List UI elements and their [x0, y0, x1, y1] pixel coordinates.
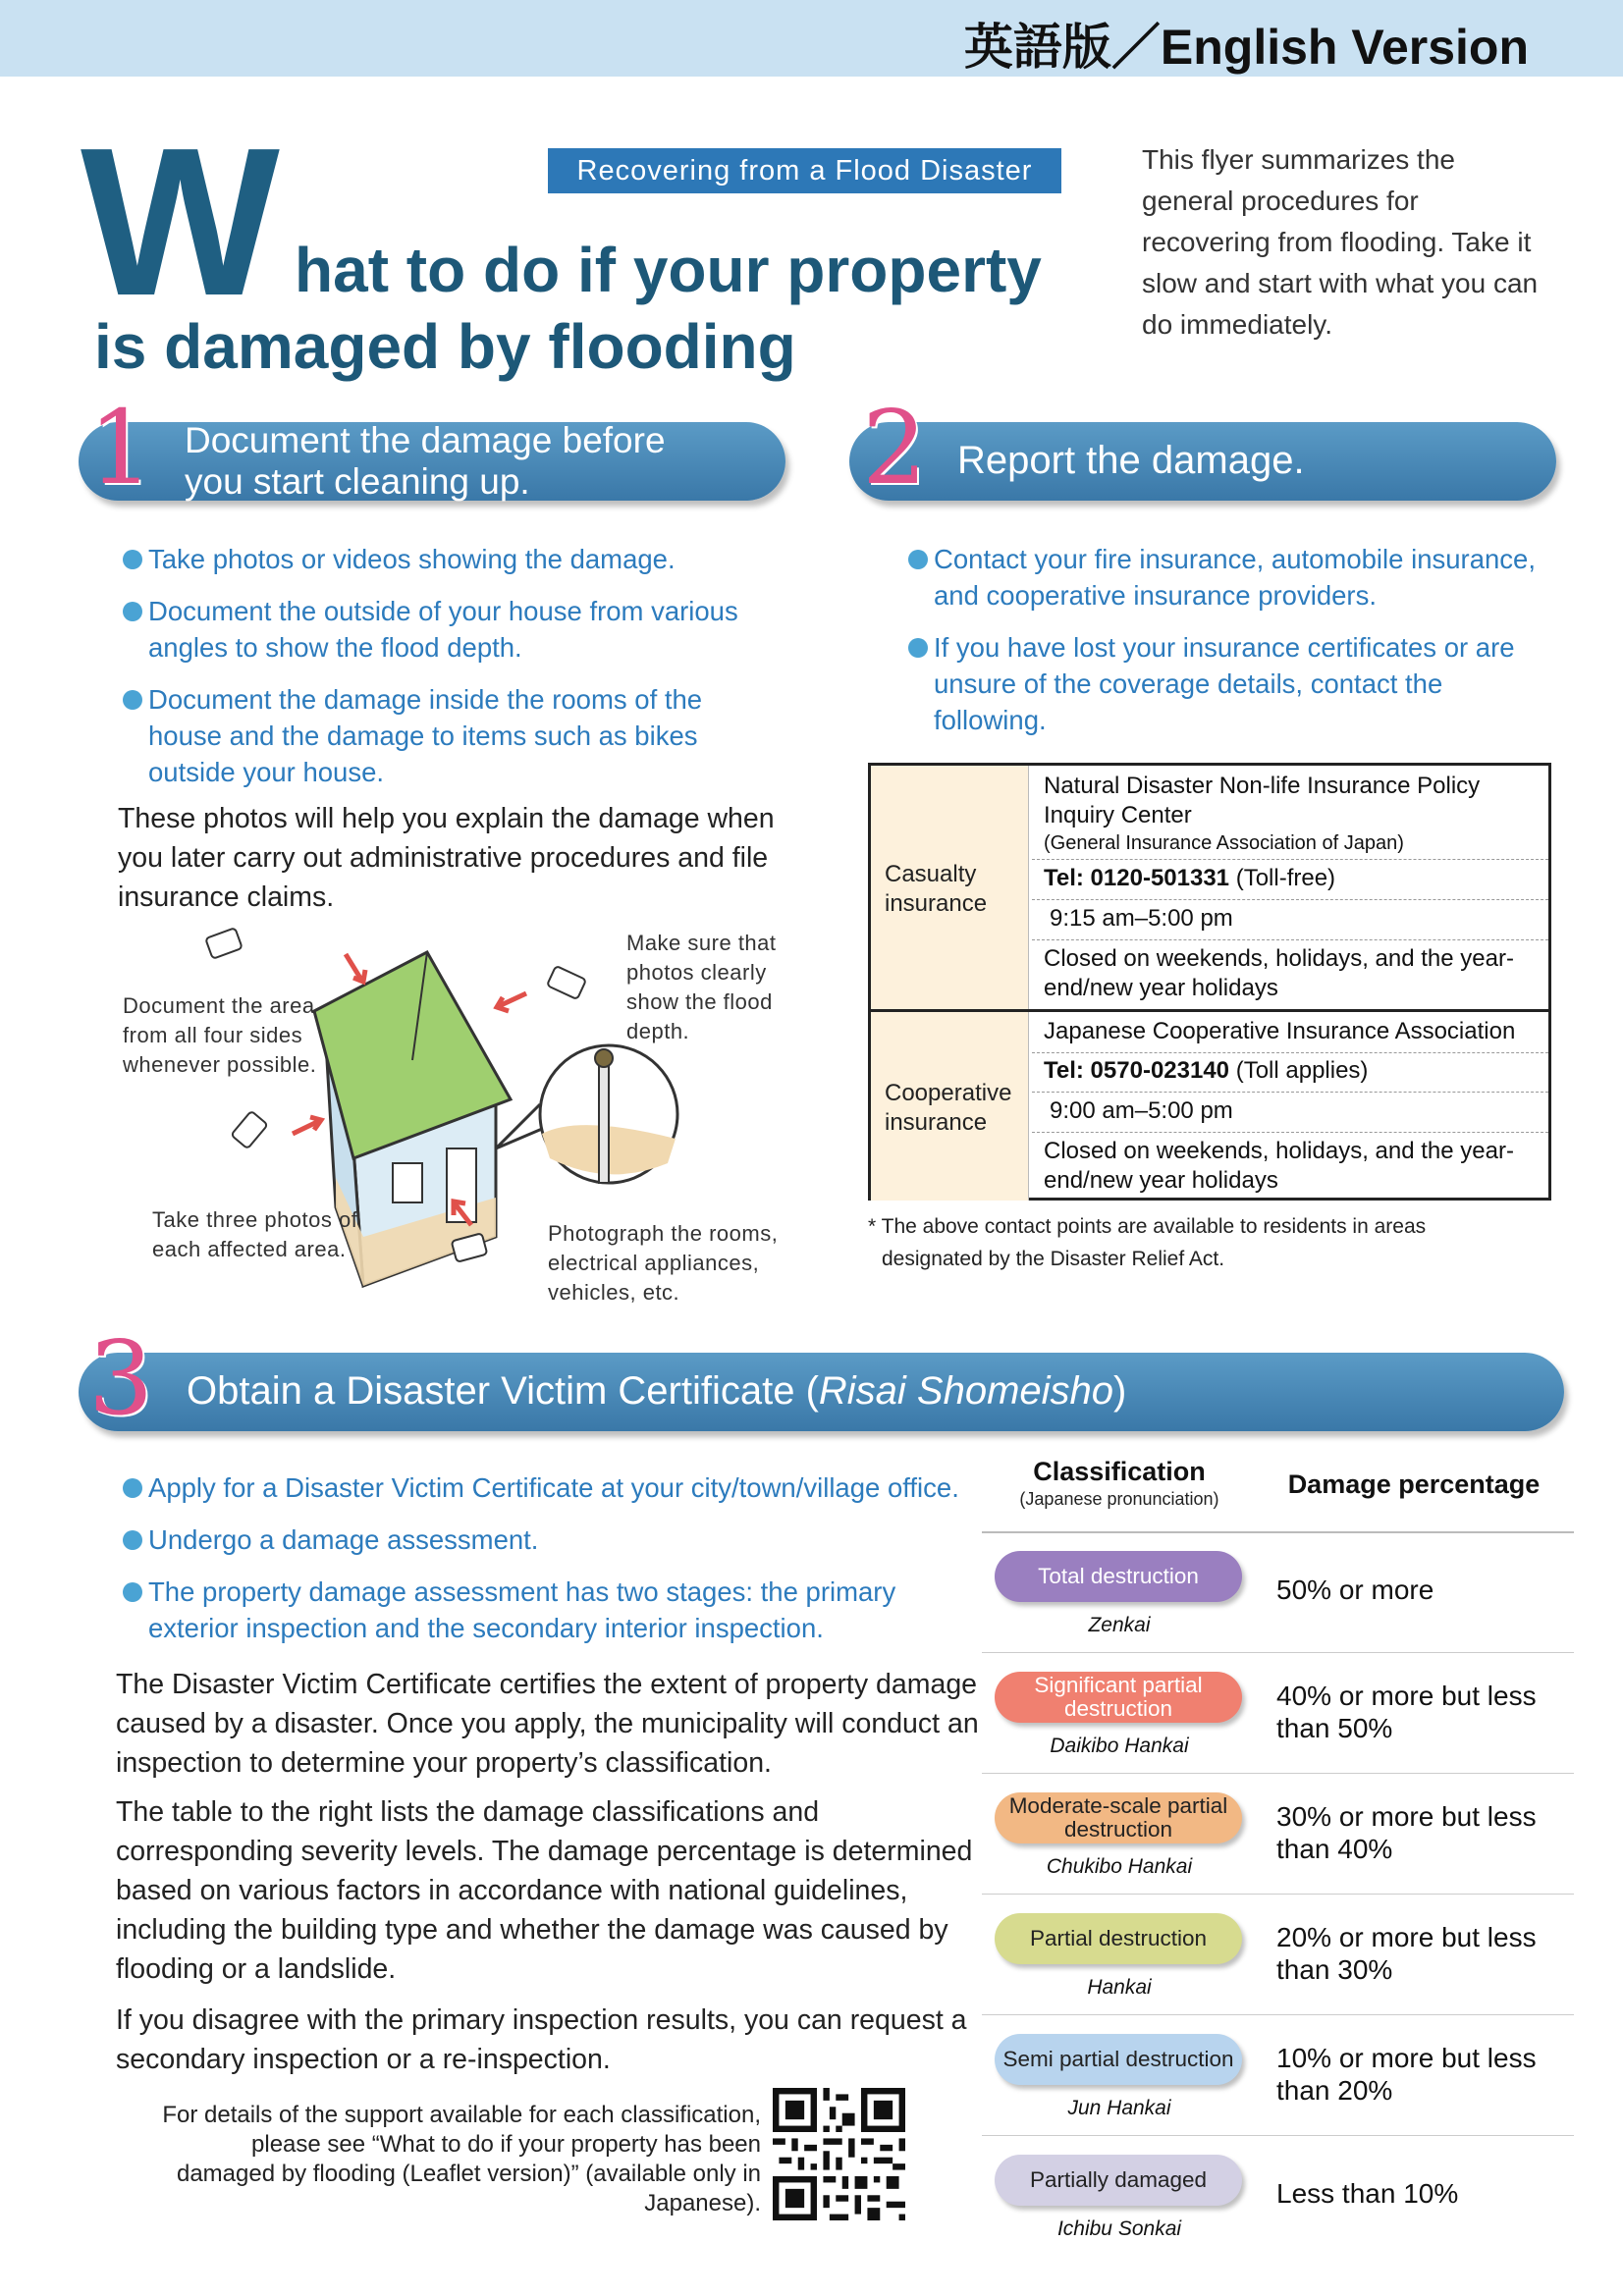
casualty-label: Casualty insurance: [885, 861, 988, 917]
list-item: The property damage assessment has two stages: the primary exterior inspection and the secondary interior inspection.: [123, 1574, 934, 1646]
bullet-dot-icon: [908, 638, 928, 658]
section2-bullet-list: [908, 541, 1556, 754]
bullet-dot-icon: [908, 550, 928, 569]
table-row-divider: [982, 1773, 1574, 1774]
section3-heading: Obtain a Disaster Victim Certificate (Risai Shomeisho): [187, 1369, 1127, 1413]
damage-percentage-header: Damage percentage: [1287, 1469, 1541, 1499]
language-label: 英語版／English Version: [963, 20, 1529, 75]
intro-text: This flyer summarizes the general procedures for recovering from flooding. Take it slow and start with what you can do immediately.: [1142, 144, 1539, 340]
casualty-hours: 9:15 am–5:00 pm: [1050, 905, 1233, 932]
classification-pronunciation: Daikibo Hankai: [1050, 1735, 1189, 1757]
damage-percentage: 50% or more: [1276, 1575, 1434, 1605]
language-banner: [0, 0, 1623, 77]
list-item: Contact your fire insurance, automobile insurance, and cooperative insurance providers.: [908, 541, 1556, 614]
list-item: If you have lost your insurance certificates or are unsure of the coverage details, contact the following.: [908, 629, 1556, 738]
classification-pronunciation: Hankai: [1087, 1976, 1152, 1999]
classification-header: Classification: [1033, 1457, 1206, 1486]
damage-percentage: 20% or more but less than 30%: [1276, 1922, 1537, 1985]
casualty-org: Natural Disaster Non-life Insurance Policy Inquiry Center: [1044, 773, 1481, 828]
table-row-divider: [982, 1652, 1574, 1653]
qr-code-icon[interactable]: [773, 2088, 905, 2220]
classification-pill: Partial destruction: [995, 1913, 1242, 1964]
classification-pronunciation: Zenkai: [1088, 1614, 1151, 1636]
damage-percentage: Less than 10%: [1276, 2178, 1459, 2209]
section3-para2: The table to the right lists the damage classifications and corresponding severity levels. The damage percentage is determined based on various factors in accordance with national guidelines, including the building type and whether the damage was caused by flooding or a landslide.: [116, 1796, 973, 1985]
bullet-dot-icon: [123, 1478, 142, 1498]
casualty-org-sub: (General Insurance Association of Japan): [1044, 832, 1404, 854]
illustration-label-depth: Make sure that photos clearly show the flood depth.: [626, 931, 777, 1043]
section1-heading-line2: you start cleaning up.: [185, 461, 530, 502]
list-item: Document the damage inside the rooms of the house and the damage to items such as bikes outside your house.: [123, 681, 771, 790]
subtitle-tag: Recovering from a Flood Disaster: [548, 148, 1061, 193]
bullet-dot-icon: [123, 602, 142, 621]
classification-pill: Total destruction: [995, 1551, 1242, 1602]
page-title-line1: hat to do if your property: [295, 235, 1042, 305]
bullet-dot-icon: [123, 1530, 142, 1550]
table-row-divider: [982, 2014, 1574, 2015]
casualty-closed: Closed on weekends, holidays, and the year-end/new year holidays: [1044, 945, 1514, 1001]
section3-header: [79, 1353, 1564, 1431]
illustration-label-three: Take three photos of each affected area.: [152, 1207, 358, 1261]
page-title-line2: is damaged by flooding: [94, 311, 796, 382]
section3-para3: If you disagree with the primary inspection results, you can request a secondary inspection or a re-inspection.: [116, 2004, 967, 2075]
cooperative-label-cell: [871, 1012, 1029, 1201]
leaflet-note: For details of the support available for each classification, please see “What to do if your property has been damaged by flooding (Leaflet version)” (available only in Japanese).: [162, 2102, 761, 2216]
classification-pill: Significant partial destruction: [995, 1672, 1242, 1723]
casualty-tel: Tel: 0120-501331 (Toll-free): [1044, 865, 1336, 891]
title-initial-letter: W: [81, 103, 274, 340]
section1-heading-line1: Document the damage before: [185, 420, 666, 460]
classification-pill: Moderate-scale partial destruction: [995, 1792, 1242, 1843]
classification-pronunciation: Chukibo Hankai: [1046, 1855, 1193, 1878]
casualty-label-cell: [871, 766, 1029, 1009]
damage-percentage: 30% or more but less than 40%: [1276, 1801, 1537, 1864]
cooperative-hours: 9:00 am–5:00 pm: [1050, 1097, 1233, 1124]
section1-number: 1: [88, 388, 154, 507]
section1-bullet-list: [123, 541, 771, 806]
list-item: Document the outside of your house from various angles to show the flood depth.: [123, 593, 771, 666]
bullet-dot-icon: [123, 1582, 142, 1602]
bullet-dot-icon: [123, 690, 142, 710]
contact-footnote: * The above contact points are available to residents in areas designated by the Disaster Relief Act.: [868, 1215, 1427, 1270]
illustration-label-sides: Document the area from all four sides whenever possible.: [123, 993, 317, 1077]
table-row-divider: [982, 1894, 1574, 1895]
section3-number: 3: [88, 1318, 154, 1438]
list-item: Apply for a Disaster Victim Certificate at your city/town/village office.: [123, 1469, 977, 1506]
damage-percentage: 10% or more but less than 20%: [1276, 2043, 1537, 2106]
cooperative-closed: Closed on weekends, holidays, and the year-end/new year holidays: [1044, 1138, 1514, 1194]
section2-heading: Report the damage.: [957, 439, 1305, 482]
cooperative-tel: Tel: 0570-023140 (Toll applies): [1044, 1057, 1369, 1084]
pronunciation-header: (Japanese pronunciation): [1019, 1489, 1219, 1509]
section1-header: [79, 422, 785, 501]
bullet-dot-icon: [123, 550, 142, 569]
damage-percentage: 40% or more but less than 50%: [1276, 1681, 1537, 1743]
classification-pronunciation: Jun Hankai: [1067, 2097, 1171, 2119]
classification-pill: Partially damaged: [995, 2155, 1242, 2206]
illustration-label-rooms: Photograph the rooms, electrical appliances, vehicles, etc.: [548, 1221, 779, 1305]
section3-para1: The Disaster Victim Certificate certifies the extent of property damage caused by a disaster. Once you apply, the municipality will conduct an inspection to determine your property’s classification.: [116, 1669, 979, 1779]
list-item: Take photos or videos showing the damage.: [123, 541, 771, 577]
section3-bullet-list: [123, 1469, 977, 1662]
section1-body: These photos will help you explain the damage when you later carry out administrative procedures and file insurance claims.: [118, 803, 775, 913]
classification-pronunciation: Ichibu Sonkai: [1056, 2217, 1182, 2240]
cooperative-label: Cooperative insurance: [885, 1080, 1012, 1136]
section2-header: [849, 422, 1556, 501]
flood-depth-magnifier-icon: [496, 1045, 677, 1183]
cooperative-org: Japanese Cooperative Insurance Association: [1044, 1018, 1516, 1044]
classification-pill: Semi partial destruction: [995, 2034, 1242, 2085]
section2-number: 2: [862, 388, 928, 507]
insurance-contact-table: [868, 763, 1551, 1201]
table-row-divider: [982, 2135, 1574, 2136]
list-item: Undergo a damage assessment.: [123, 1522, 977, 1558]
